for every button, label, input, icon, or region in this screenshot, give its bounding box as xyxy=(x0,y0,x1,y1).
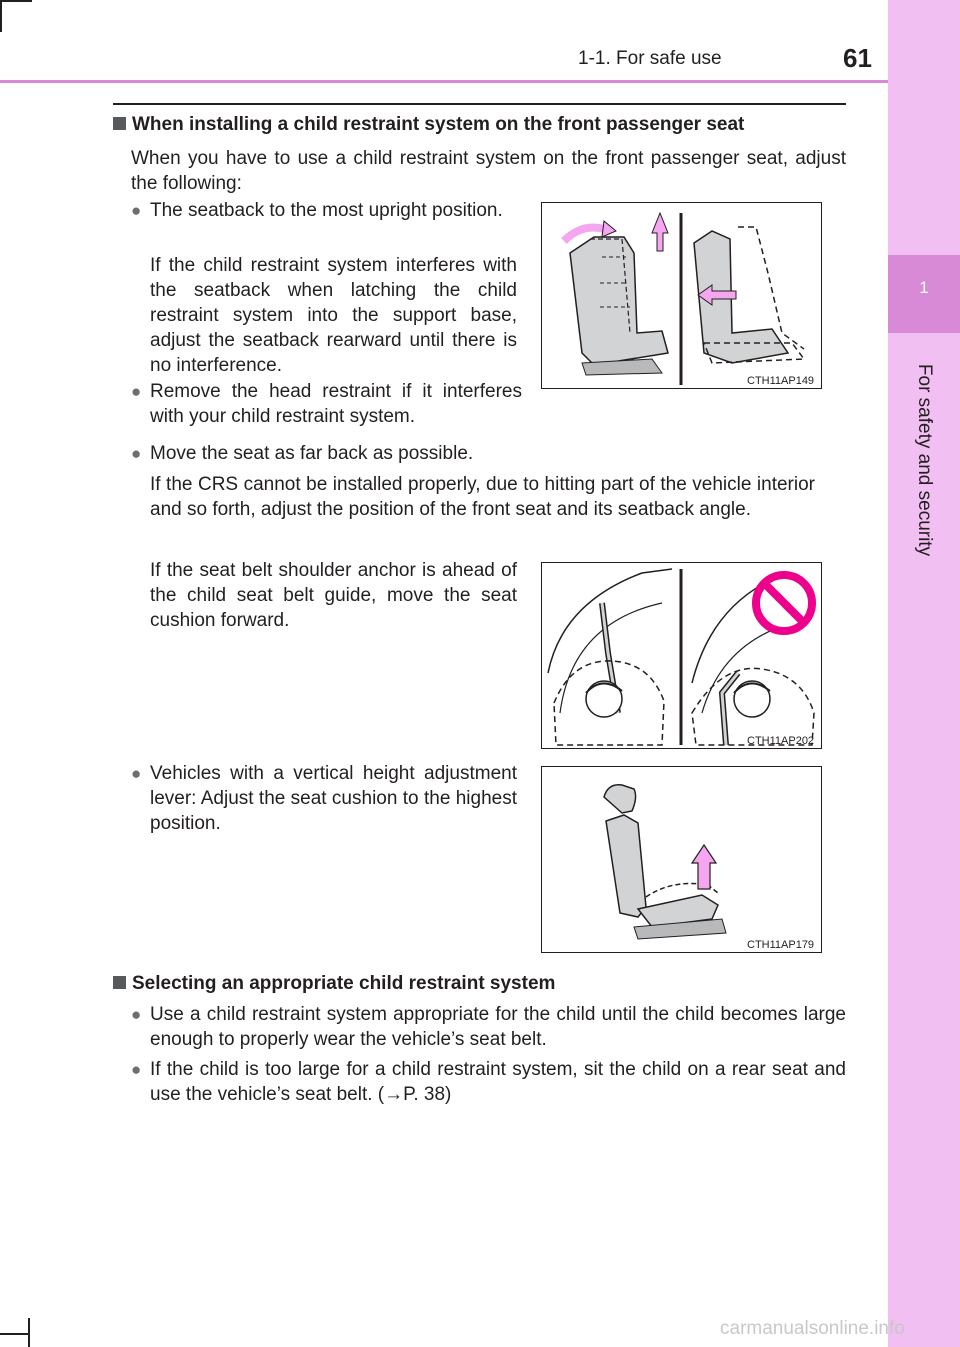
figure-caption: CTH11AP179 xyxy=(747,939,815,951)
section-rule xyxy=(113,103,846,105)
figure-seatback-upright xyxy=(541,202,822,389)
seat-height-illustration xyxy=(542,767,820,951)
figure-shoulder-anchor xyxy=(541,562,822,749)
section-title: 1-1. For safe use xyxy=(578,48,722,69)
heading-text: Selecting an appropriate child restraint system xyxy=(132,973,556,994)
note-shoulder-anchor: If the seat belt shoulder anchor is ahead of the child seat belt guide, move the seat cushion forward. xyxy=(150,560,517,631)
header-divider xyxy=(0,80,888,83)
note-seatback: If the child restraint system interferes with the seatback when latching the child restraint system into the support base, adjust the seatback rearward until there is no interference. xyxy=(150,255,517,376)
chapter-label: For safety and security xyxy=(914,363,935,557)
crop-mark xyxy=(0,0,2,32)
figure-caption: CTH11AP202 xyxy=(747,735,815,747)
crop-mark xyxy=(28,1318,30,1347)
bullet-dot-icon: ● xyxy=(131,1005,142,1024)
bullet-dot-icon: ● xyxy=(131,201,142,220)
seat-adjust-illustration xyxy=(542,203,820,387)
figure-caption: CTH11AP149 xyxy=(747,375,815,387)
bullet-seat-back: Move the seat as far back as possible. xyxy=(150,443,474,464)
note-crs-fit: If the CRS cannot be installed properly, due to hitting part of the vehicle interior and so forth, adjust the position of the front seat and its seatback angle. xyxy=(150,474,815,520)
bullet-appropriate-crs: Use a child restraint system appropriate for the child until the child becomes large enough to properly wear the vehicle’s seat belt. xyxy=(150,1004,846,1050)
child-seat-belt-illustration xyxy=(542,563,820,747)
crop-mark xyxy=(0,0,32,2)
section-heading-front-passenger xyxy=(113,114,744,136)
watermark: carmanualsonline.info xyxy=(720,1318,905,1339)
crop-mark xyxy=(0,1333,28,1335)
bullet-seatback: The seatback to the most upright position. xyxy=(150,200,503,221)
bullet-dot-icon: ● xyxy=(131,764,142,783)
square-bullet-icon xyxy=(113,117,126,130)
bullet-dot-icon: ● xyxy=(131,444,142,463)
section-heading-selecting-crs xyxy=(113,973,555,995)
bullet-rear-seat: If the child is too large for a child restraint system, sit the child on a rear seat and use the vehicle’s seat belt. (→P. 38) xyxy=(150,1059,846,1105)
bullet-dot-icon: ● xyxy=(131,382,142,401)
chapter-tab xyxy=(888,0,960,1347)
heading-text: When installing a child restraint system on the front passenger seat xyxy=(132,114,745,135)
page-number: 61 xyxy=(843,43,872,73)
bullet-height-lever: Vehicles with a vertical height adjustment lever: Adjust the seat cushion to the highest position. xyxy=(150,763,517,834)
bullet-head-restraint: Remove the head restraint if it interferes with your child restraint system. xyxy=(150,381,522,427)
chapter-number: 1 xyxy=(919,278,929,297)
figure-height-adjust xyxy=(541,766,822,953)
bullet-dot-icon: ● xyxy=(131,1060,142,1079)
intro-paragraph: When you have to use a child restraint system on the front passenger seat, adjust the following: xyxy=(131,148,846,194)
square-bullet-icon xyxy=(113,976,126,989)
